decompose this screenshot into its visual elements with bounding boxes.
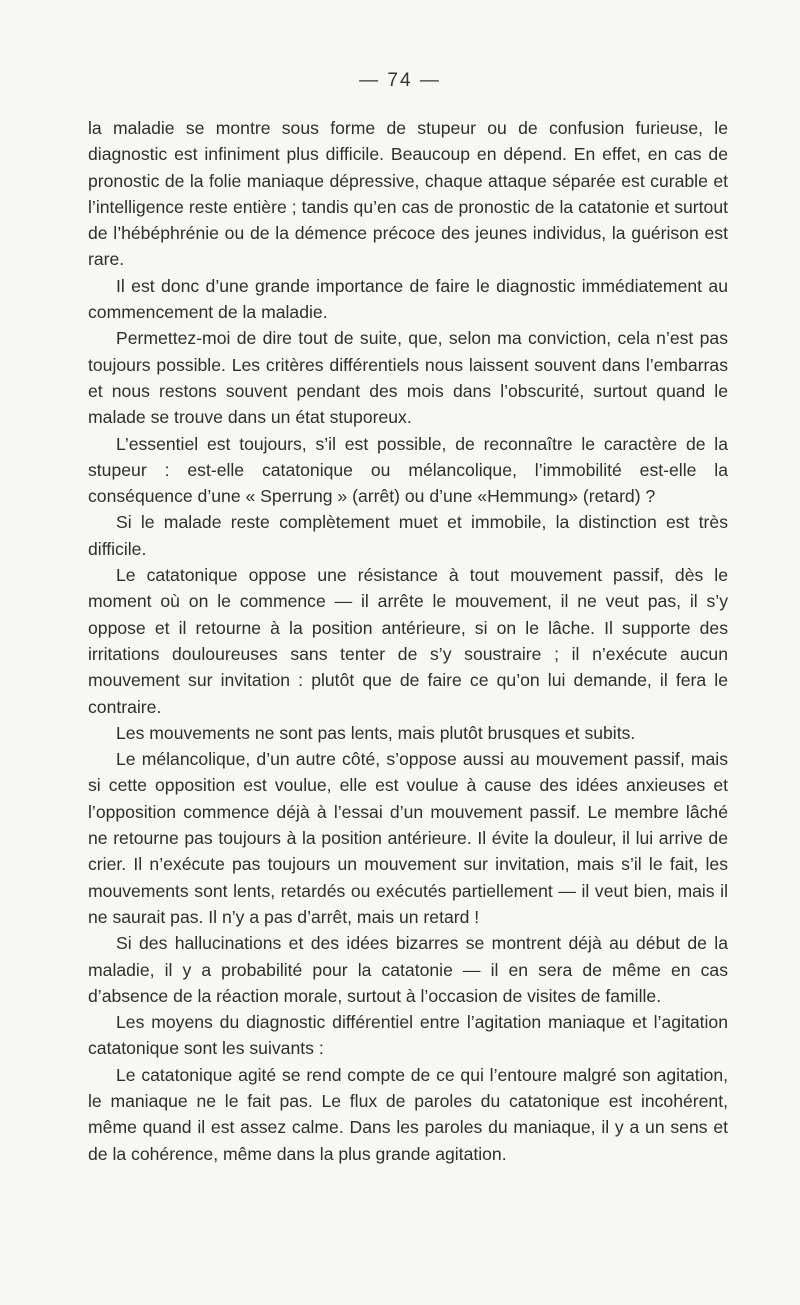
paragraph: Le mélancolique, d’un autre côté, s’oppose aussi au mouvement passif, mais si cette opposition est voulue, elle est voulue à cause des idées anxieuses et l’opposition commence déjà à l’essai d’un mouvement passif. Le membre lâché ne retourne pas toujours à la position antérieure. Il évite la douleur, il lui arrive de crier. Il n’exécute pas toujours un mouvement sur invitation, mais s’il le fait, les mouvements sont lents, retardés ou exécutés partiellement — il veut bien, mais il ne saurait pas. Il n’y a pas d’arrêt, mais un retard ! — [88, 749, 728, 927]
paragraph: Si le malade reste complètement muet et immobile, la distinction est très difficile. — [88, 512, 728, 559]
body-text — [88, 115, 728, 1167]
paragraph: Les mouvements ne sont pas lents, mais plutôt brusques et subits. — [116, 722, 636, 743]
paragraph: Le catatonique oppose une résistance à tout mouvement passif, dès le moment où on le commence — il arrête le mouvement, il ne veut pas, il s’y oppose et il retourne à la position antérieure, si on le lâche. Il supporte des irritations douloureuses sans tenter de s’y soustraire ; il n’exécute aucun mouvement sur invitation : plutôt que de faire ce qu’on lui demande, il fera le contraire. — [88, 565, 728, 717]
paragraph: Les moyens du diagnostic différentiel entre l’agitation maniaque et l’agitation catatonique sont les suivants : — [88, 1012, 728, 1059]
paragraph: la maladie se montre sous forme de stupeur ou de confusion furieuse, le diagnostic est infiniment plus difficile. Beaucoup en dépend. En effet, en cas de pronostic de la folie maniaque dépressive, chaque attaque séparée est curable et l’intelligence reste entière ; tandis qu’en cas de pronostic de la catatonie et surtout de l’hébéphrénie ou de la démence précoce des jeunes individus, la guérison est rare. — [88, 118, 728, 270]
paragraph: Permettez-moi de dire tout de suite, que, selon ma conviction, cela n’est pas toujours possible. Les critères différentiels nous laissent souvent dans l’embarras et nous restons souvent pendant des mois dans l’obscurité, surtout quand le malade se trouve dans un état stuporeux. — [88, 328, 728, 428]
page-number: — 74 — — [359, 70, 441, 91]
paragraph: Si des hallucinations et des idées bizarres se montrent déjà au début de la maladie, il y a probabilité pour la catatonie — il en sera de même en cas d’absence de la réaction morale, surtout à l’occasion de visites de famille. — [88, 933, 728, 1006]
paragraph: Il est donc d’une grande importance de faire le diagnostic immédiatement au commencement de la maladie. — [88, 275, 728, 323]
paragraph: L’essentiel est toujours, s’il est possible, de reconnaître le caractère de la stupeur : est-elle catatonique ou mélancolique, l’immobilité est-elle la conséquence d’une « Sperrung » (arrêt) ou d’une «Hemmung» (retard) ? — [88, 433, 728, 507]
paragraph: Le catatonique agité se rend compte de ce qui l’entoure malgré son agitation, le maniaque ne le fait pas. Le flux de paroles du catatonique est incohérent, même quand il est assez calme. Dans les paroles du maniaque, il y a un sens et de la cohérence, même dans la plus grande agitation. — [88, 1064, 728, 1164]
